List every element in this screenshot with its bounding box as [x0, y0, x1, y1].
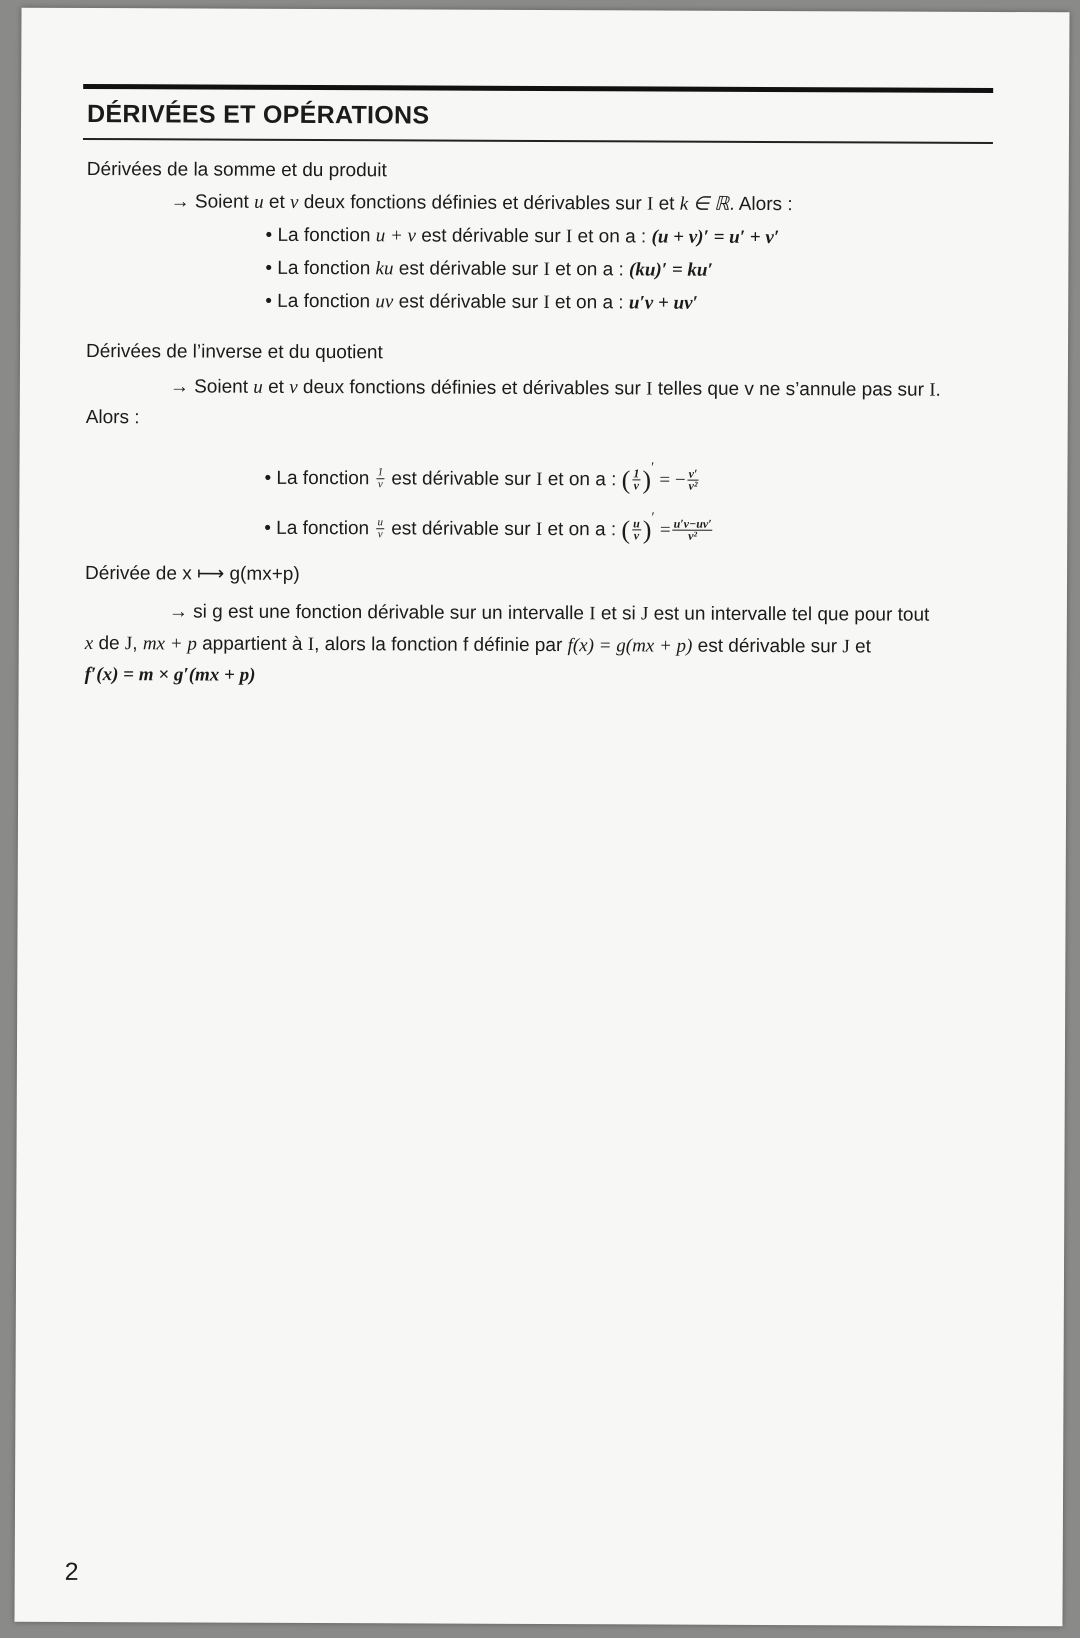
quotient-lhs-fraction: $\frac{u}{v}$	[633, 516, 640, 543]
composition-rule-formula: f′(x) = m × g′(mx + p)	[84, 664, 256, 686]
bullet-icon: •	[264, 517, 271, 539]
page-number: 2	[64, 1557, 79, 1586]
document-page	[14, 8, 1069, 1627]
section2-bullet-quotient: • La fonction $\frac{u}{v}$ est dérivable sur I et on a : ( $\frac{u}{v}$ )′ = $\frac{u'v-uv'}{\text{v²}}$	[264, 510, 712, 545]
section1-intro: → Soient u et v deux fonctions définies et dérivables sur I et k ∈ ℝ. Alors :	[170, 191, 793, 216]
section2-bullet-inverse: • La fonction $\frac{1}{v}$ est dérivable sur I et on a : ( $\frac{1}{v}$ )′ = − $\frac{v'}{\text{v²}}$	[264, 460, 698, 495]
inverse-lhs-fraction: $\frac{1}{v}$	[633, 466, 640, 493]
sum-rule-formula: (u + v)′ = u′ + v′	[651, 226, 780, 249]
product-rule-formula: u′v + uv′	[628, 292, 698, 314]
section2-alors: Alors :	[85, 407, 140, 429]
section1-bullet-product: • La fonction uv est dérivable sur I et on a : u′v + uv′	[265, 290, 698, 314]
page-title: DÉRIVÉES ET OPÉRATIONS	[87, 100, 430, 130]
title-top-rule	[83, 84, 993, 93]
section3-line2: x de J, mx + p appartient à I, alors la fonction f définie par f(x) = g(mx + p) est dérivable sur J et	[84, 633, 871, 658]
inverse-fraction: $\frac{1}{v}$	[377, 466, 384, 491]
section1-bullet-sum: • La fonction u + v est dérivable sur I et on a : (u + v)′ = u′ + v′	[265, 224, 780, 249]
bullet-icon: •	[265, 224, 273, 246]
section1-heading: Dérivées de la somme et du produit	[86, 159, 387, 182]
inverse-rhs-fraction: $\frac{v'}{\text{v²}}$	[688, 467, 698, 494]
bullet-icon: •	[265, 257, 273, 279]
section3-heading: Dérivée de x ⟼ g(mx+p)	[85, 563, 300, 585]
bullet-icon: •	[264, 467, 272, 489]
section2-heading: Dérivées de l’inverse et du quotient	[85, 341, 383, 364]
scalar-rule-formula: (ku)′ = ku′	[628, 259, 713, 281]
section3-line1: → si g est une fonction dérivable sur un intervalle I et si J est un intervalle tel que pour tout	[168, 601, 930, 626]
section2-intro: → Soient u et v deux fonctions définies et dérivables sur I telles que v ne s’annule pas sur I.	[169, 376, 941, 401]
bullet-icon: •	[265, 290, 272, 312]
arrow-icon: →	[169, 376, 189, 398]
title-bottom-rule	[83, 138, 993, 143]
quotient-fraction: $\frac{u}{v}$	[377, 516, 383, 541]
section1-bullet-scalar: • La fonction ku est dérivable sur I et on a : (ku)′ = ku′	[265, 257, 713, 281]
arrow-icon: →	[170, 191, 190, 213]
quotient-rhs-fraction: $\frac{u'v-uv'}{\text{v²}}$	[673, 517, 712, 544]
arrow-icon: →	[168, 601, 188, 623]
